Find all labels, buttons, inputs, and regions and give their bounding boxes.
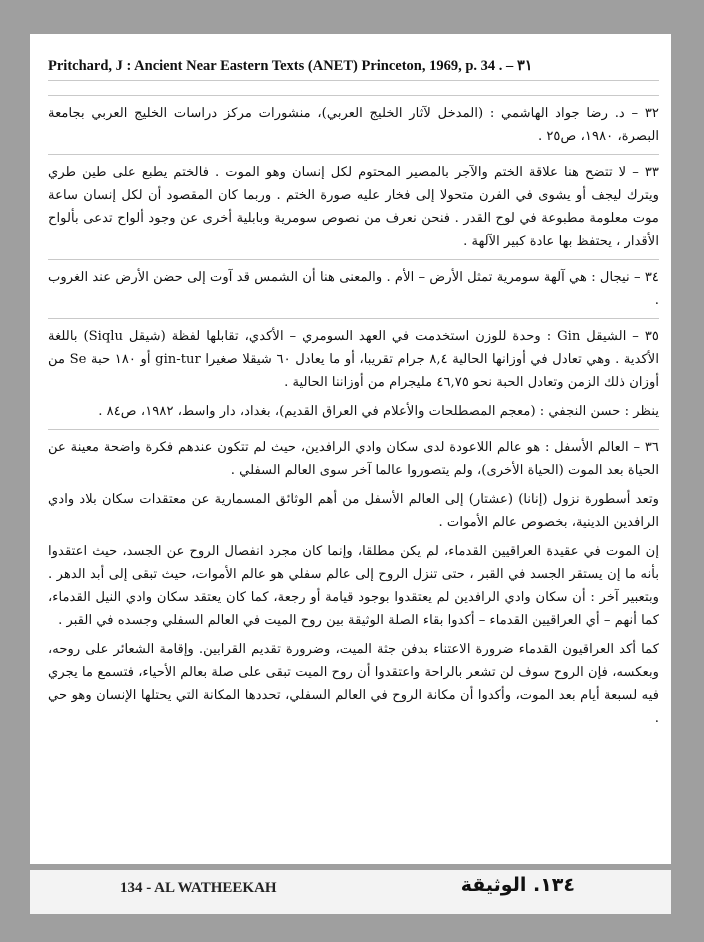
page-footer (30, 870, 671, 914)
footnote-35-reference: ينظر : حسن النجفي : (معجم المصطلحات والأعلام في العراق القديم)، بغداد، دار واسط، ١٩٨٢، ص٨٤ . (98, 404, 659, 419)
document-page (30, 34, 671, 864)
footnote-34: ٣٤ – نيجال : هي آلهة سومرية تمثل الأرض – الأم . والمعنى هنا أن الشمس قد آوت إلى حضن الأرض عند الغروب . (48, 259, 659, 312)
footnote-36-paragraph-4: كما أكد العراقيون القدماء ضرورة الاعتناء بدفن جثة الميت، وضرورة تقديم القرابين. وإقامة الشعائر على روحه، وبعكسه، فإن الروح سوف لن تشعر بالراحة واعتقدوا أن روح الميت تبقى على صلة بعالم الأحياء، فتسمع ما يجري فيه لسبعة أيام بعد الموت، وأكدوا أن مكانة الروح في العالم السفلي، تحددها المكانة التي يحتلها الإنسان وهو حي . (48, 642, 659, 726)
footnote-36: ٣٦ – العالم الأسفل : هو عالم اللاعودة لدى سكان وادي الرافدين، حيث لم تتكون عندهم فكرة واضحة معينة عن الحياة بعد الموت (الحياة الأخرى)، ولم يتصوروا عالما آخر سوى العالم السفلي . (48, 429, 659, 482)
footnote-31: Pritchard, J : Ancient Near Eastern Texts (ANET) Princeton, 1969, p. 34 . – ٣١ (48, 55, 659, 81)
footnote-32: ٣٢ – د. رضا جواد الهاشمي : (المدخل لآثار الخليج العربي)، منشورات مركز دراسات الخليج العربي بجامعة البصرة، ١٩٨٠، ص٢٥ . (48, 95, 659, 148)
footnote-35: ٣٥ – الشيقل Gin : وحدة للوزن استخدمت في العهد السومري – الأكدي، تقابلها لفظة (شيقل Siqlu) باللغة الأكدية . وهي تعادل في أوزانها الحالية ٨,٤ جرام تقريبا، أو ما يعادل ٦٠ شيقلا صغيرا gin-tur أو ١٨٠ حبة Se من أوزان ذلك الزمن وتعادل الحبة نحو ٤٦,٧٥ مليجرام من أوزاننا الحالية . (48, 318, 659, 394)
footnotes (48, 40, 659, 730)
footnote-36-paragraph-2: وتعد أسطورة نزول (إنانا) (عشتار) إلى العالم الأسفل من أهم الوثائق المسمارية عن معتقدات سكان بلاد وادي الرافدين الدينية، بخصوص عالم الأموات . (48, 492, 659, 530)
footnote-36-paragraph-3: إن الموت في عقيدة العراقيين القدماء، لم يكن مطلقا، وإنما كان مجرد انفصال الروح عن الجسد، حيث اعتقدوا بأنه ما إن يستقر الجسد في القبر ، حتى تنزل الروح إلى عالم سفلي هو عالم الأموات، حيث تبقى إلى أبد الدهر . وبتعبير آخر : أن سكان وادي الرافدين لم يعتقدوا بوجود قيامة أو رجعة، كما كان يعتقد سكان وادي النيل القدماء، كما أنهم – أي العراقيين القدماء – أكدوا بقاء الصلة الوثيقة بين روح الميت في العالم السفلي وجسده في القبر . (48, 544, 659, 628)
footnote-33: ٣٣ – لا تتضح هنا علاقة الختم والآجر بالمصير المحتوم لكل إنسان وهو الموت . فالختم يطبع على طين طري ويترك ليجف أو يشوى في الفرن متحولا إلى فخار عليه صورة الختم . وربما كان المقصود أن لكل إنسان ساعة موت معلومة مطبوعة في لوح القدر . فنحن نعرف من نصوص سومرية وبابلية أخرى عن وجود ألواح تدعى بألواح الأقدار ، يحتفظ بها عادة كبير الآلهة . (48, 154, 659, 253)
footer-journal-page-arabic: ١٣٤. الوثيقة (460, 874, 575, 896)
footer-journal-page-latin: 134 - AL WATHEEKAH (120, 880, 277, 896)
